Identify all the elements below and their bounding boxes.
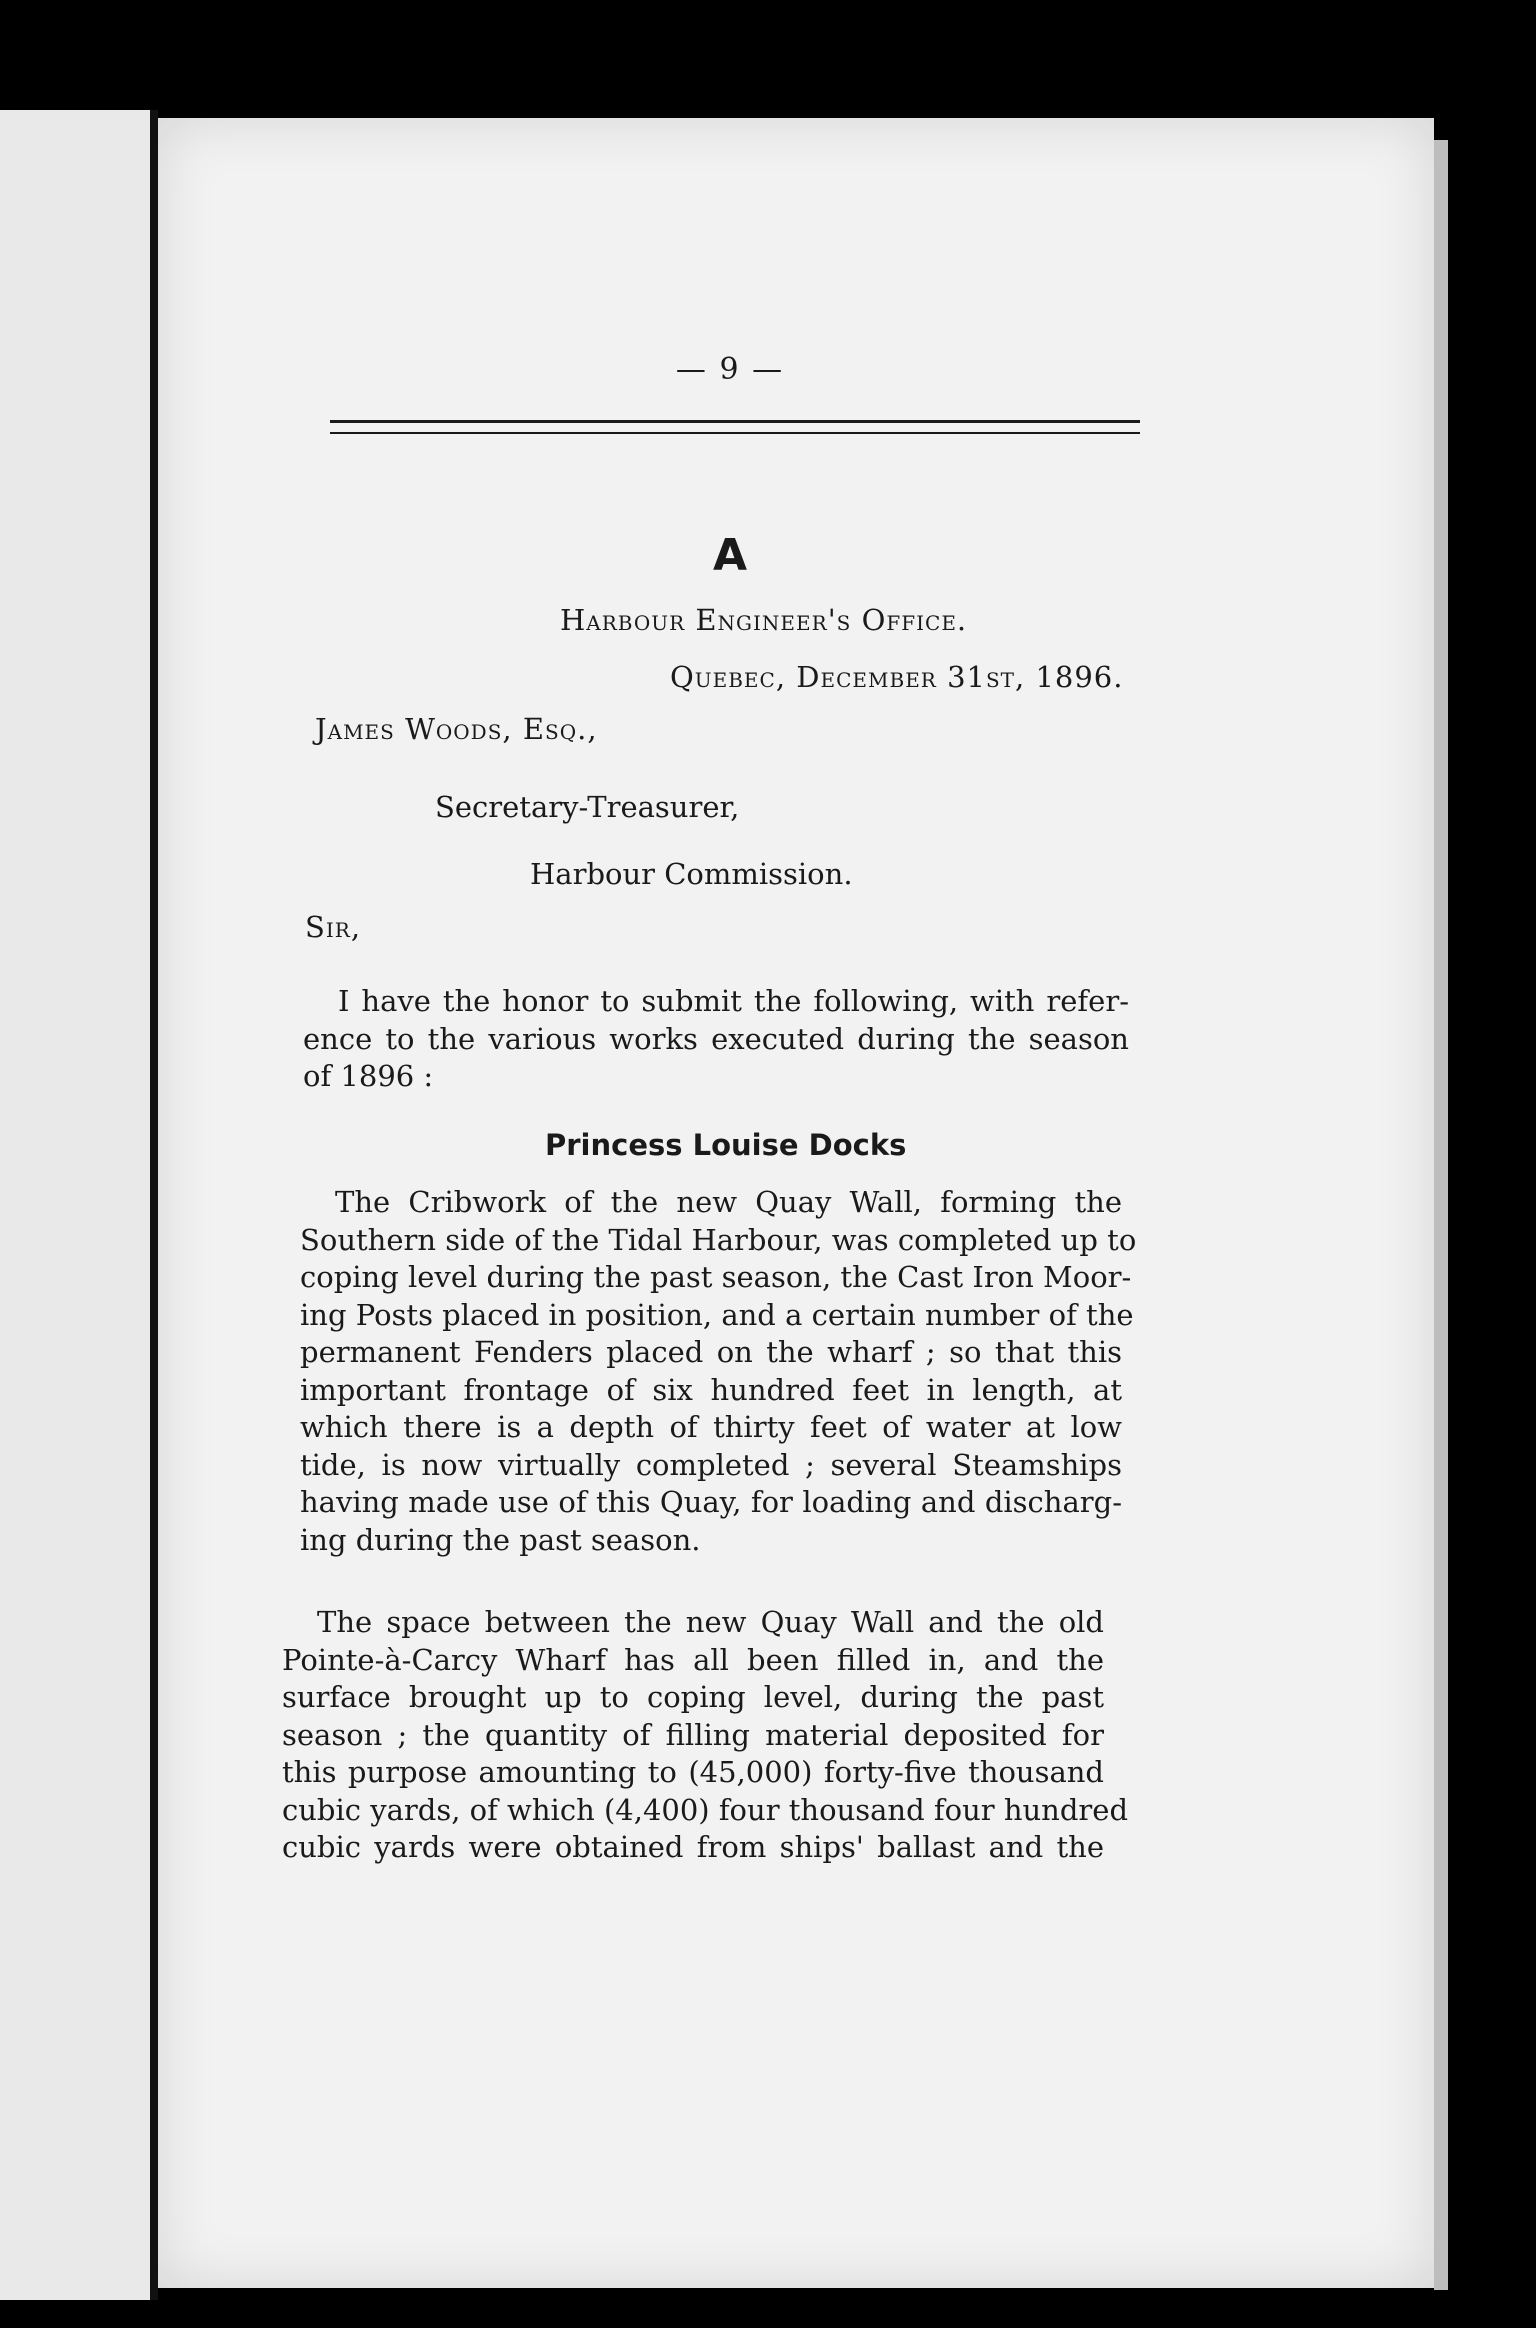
paragraph-line: tide, is now virtually completed ; several Steamships [300,1447,1122,1482]
page-number: — 9 — [675,352,785,387]
paragraph-line: Pointe-à-Carcy Wharf has all been filled in, and the [282,1642,1104,1677]
paragraph-line: permanent Fenders placed on the wharf ; so that this [300,1335,1122,1369]
intro-paragraph [303,983,1129,1096]
paragraph-line: cubic yards, of which (4,400) four thousand four hundred [282,1792,1129,1827]
salutation: Sir, [305,910,362,944]
header-rule-thin [330,432,1140,434]
section-heading: Princess Louise Docks [545,1128,907,1162]
paragraph-line: Southern side of the Tidal Harbour, was completed up to [300,1222,1137,1257]
paragraph-2 [282,1604,1129,1867]
office-line: Harbour Engineer's Office. [560,603,968,637]
paragraph-line: which there is a depth of thirty feet of water at low [300,1410,1122,1444]
addressee-title: Secretary-Treasurer, [435,790,740,824]
paragraph-line: The space between the new Quay Wall and the old [317,1605,1104,1639]
paragraph-line: The Cribwork of the new Quay Wall, forming the [335,1185,1122,1219]
section-letter: A [712,530,748,581]
paragraph-line: this purpose amounting to (45,000) forty-five thousand [282,1755,1104,1789]
binding-gutter [150,110,158,2300]
paragraph-line: surface brought up to coping level, during the past [282,1680,1104,1714]
paragraph-1 [300,1184,1137,1559]
paragraph-line: having made use of this Quay, for loading and discharg- [300,1485,1122,1519]
place-date: Quebec, December 31st, 1896. [670,660,1124,694]
paragraph-line: coping level during the past season, the Cast Iron Moor- [300,1260,1132,1294]
paragraph-line: ing Posts placed in position, and a certain number of the [300,1297,1134,1332]
place-date-line [670,660,1123,694]
addressee-org: Harbour Commission. [530,857,853,891]
intro-line: I have the honor to submit the following, with refer- [338,984,1129,1018]
header-rule [330,420,1140,423]
paragraph-line: cubic yards were obtained from ships' ballast and the [282,1830,1104,1864]
paragraph-line: season ; the quantity of filling material deposited for [282,1717,1104,1752]
intro-line: ence to the various works executed during the season [303,1021,1129,1056]
paragraph-line: important frontage of six hundred feet in length, at [300,1372,1122,1407]
page-edge-shadow [1434,140,1448,2290]
facing-page-edge [0,110,150,2300]
intro-line: of 1896 : [303,1059,434,1093]
addressee-name: James Woods, Esq., [315,712,598,746]
paragraph-line: ing during the past season. [300,1522,701,1557]
